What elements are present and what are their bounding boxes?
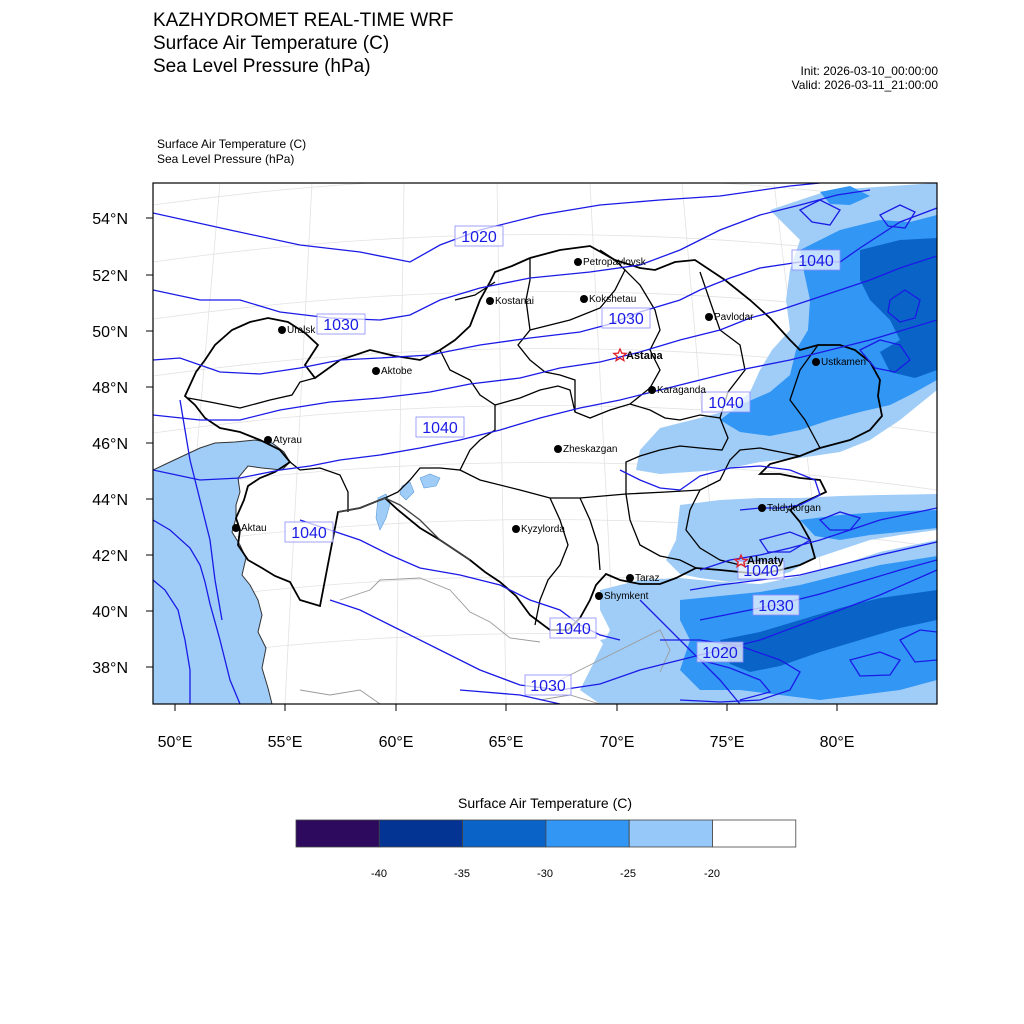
lon-tick-label: 60°E [378, 734, 414, 751]
lat-tick-label: 46°N [92, 436, 128, 453]
colorbar-swatch [546, 820, 629, 847]
isobar-label-1040-south [550, 618, 596, 638]
lon-tick-label: 55°E [267, 734, 303, 751]
lon-tick-label: 70°E [599, 734, 635, 751]
city-shymkent [595, 591, 649, 602]
city-ustkamen [812, 357, 866, 368]
isobar-label-1030-south [525, 675, 571, 695]
latitude-axis [92, 211, 153, 677]
colorbar-swatch [463, 820, 546, 847]
colorbar-swatch [713, 820, 796, 847]
svg-text:Kyzylorda: Kyzylorda [521, 524, 565, 535]
title-temperature: Surface Air Temperature (C) [153, 33, 390, 54]
svg-text:Taldykorgan: Taldykorgan [767, 503, 821, 514]
svg-text:1030: 1030 [323, 317, 359, 334]
city-taldykorgan [758, 503, 821, 514]
svg-text:1040: 1040 [555, 621, 591, 638]
isobar-label-1040-karaganda [702, 392, 750, 412]
svg-text:Atyrau: Atyrau [273, 435, 302, 446]
lat-tick-label: 40°N [92, 604, 128, 621]
city-karaganda [648, 385, 706, 396]
svg-text:Aktau: Aktau [241, 523, 267, 534]
isobar-label-1040-central [416, 417, 464, 437]
svg-text:Aktobe: Aktobe [381, 366, 413, 377]
isobar-label-1040-east [792, 250, 840, 270]
subtitle-temperature: Surface Air Temperature (C) [157, 137, 307, 151]
svg-text:Kostanai: Kostanai [495, 296, 534, 307]
isobar-label-1030-center [602, 308, 650, 328]
svg-text:Almaty: Almaty [747, 555, 784, 567]
svg-text:1040: 1040 [708, 395, 744, 412]
svg-text:1030: 1030 [608, 311, 644, 328]
svg-text:1040: 1040 [743, 563, 779, 580]
svg-text:Karaganda: Karaganda [657, 385, 706, 396]
colorbar-tick-label: -20 [704, 868, 720, 880]
svg-text:1030: 1030 [530, 678, 566, 695]
svg-text:Ustkamen: Ustkamen [821, 357, 867, 368]
colorbar-tick-label: -30 [537, 868, 553, 880]
svg-text:Zheskazgan: Zheskazgan [563, 444, 618, 455]
svg-text:Taraz: Taraz [635, 573, 660, 584]
lat-tick-label: 50°N [92, 324, 128, 341]
colorbar-swatch [629, 820, 712, 847]
city-petropavlovsk [574, 257, 647, 268]
svg-text:Petropavlovsk: Petropavlovsk [583, 257, 646, 268]
longitude-axis [158, 704, 855, 751]
colorbar-swatch [296, 820, 379, 847]
lon-tick-label: 65°E [488, 734, 524, 751]
lon-tick-label: 75°E [709, 734, 745, 751]
colorbar [296, 795, 796, 880]
isobar-label-1020-north [455, 226, 503, 246]
svg-text:1020: 1020 [461, 229, 497, 246]
isobar-label-1020-south [697, 642, 743, 662]
city-kokshetau [580, 294, 636, 305]
lat-tick-label: 54°N [92, 211, 128, 228]
subtitle-pressure: Sea Level Pressure (hPa) [157, 152, 295, 166]
svg-text:1040: 1040 [798, 253, 834, 270]
lat-tick-label: 44°N [92, 492, 128, 509]
main-title: KAZHYDROMET REAL-TIME WRF [153, 10, 454, 31]
isobar-label-1040-aktau [285, 522, 333, 542]
colorbar-swatch [379, 820, 462, 847]
colorbar-tick-label: -25 [620, 868, 636, 880]
lat-tick-label: 42°N [92, 548, 128, 565]
init-time: Init: 2026-03-10_00:00:00 [800, 64, 938, 78]
svg-text:Uralsk: Uralsk [287, 325, 316, 336]
lon-tick-label: 80°E [819, 734, 855, 751]
lat-tick-label: 52°N [92, 268, 128, 285]
colorbar-swatches [296, 820, 796, 847]
svg-text:Kokshetau: Kokshetau [589, 294, 637, 305]
colorbar-tick-label: -35 [454, 868, 470, 880]
svg-text:1040: 1040 [422, 420, 458, 437]
colorbar-title: Surface Air Temperature (C) [457, 795, 633, 811]
svg-text:Astana: Astana [626, 350, 663, 362]
colorbar-tick-label: -40 [371, 868, 387, 880]
isobar-label-1030-west [317, 314, 365, 334]
lat-tick-label: 38°N [92, 660, 128, 677]
svg-text:1030: 1030 [758, 598, 794, 615]
lon-tick-label: 50°E [157, 734, 193, 751]
city-zheskazgan [554, 444, 617, 455]
title-pressure: Sea Level Pressure (hPa) [153, 56, 371, 77]
valid-time: Valid: 2026-03-11_21:00:00 [791, 78, 938, 92]
lat-tick-label: 48°N [92, 380, 128, 397]
svg-text:1040: 1040 [291, 525, 327, 542]
svg-text:1020: 1020 [702, 645, 738, 662]
svg-text:Shymkent: Shymkent [604, 591, 649, 602]
svg-text:Pavlodar: Pavlodar [714, 312, 754, 323]
isobar-label-1030-southeast [753, 595, 799, 615]
